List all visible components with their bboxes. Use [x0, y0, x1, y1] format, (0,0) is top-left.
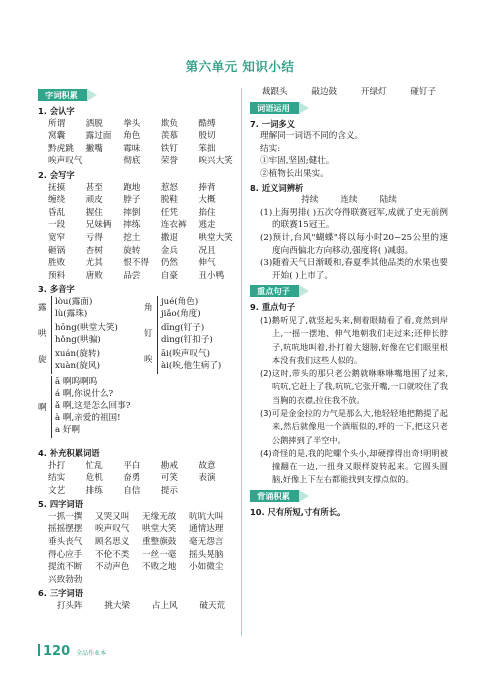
left-column — [38, 86, 236, 613]
four-char-words — [38, 511, 236, 587]
word: 唉声叹气 — [95, 524, 130, 535]
section-title-recognize: 1. 会认字 — [38, 106, 75, 116]
write-words — [38, 182, 236, 283]
word — [198, 485, 236, 498]
text-line: 结实: — [260, 143, 281, 154]
text-line: ②植物长出果实。 — [260, 168, 329, 179]
word: 兴致勃勃 — [48, 574, 83, 585]
word: 铁钉 — [160, 143, 178, 154]
exercise-item: (2)预计,台风"蝴蝶"将以每小时20~25公里的速度向西偏北方向移动,强度将( )减弱。 — [260, 232, 448, 256]
polyphonic-block — [38, 296, 236, 446]
word: 捧背 — [198, 182, 216, 193]
word: 砸锅 — [48, 245, 66, 256]
word: 预料 — [48, 270, 66, 281]
word: 不伦不类 — [95, 549, 130, 560]
recognize-words — [38, 118, 236, 168]
poly-reading: á 啊,你说什么? — [55, 388, 114, 399]
word: 结实 — [48, 473, 66, 484]
right-column — [250, 86, 448, 518]
word: 惹怒 — [160, 182, 178, 193]
section-band-recitation: 背诵积累 — [250, 490, 299, 502]
word: 欺负 — [160, 118, 178, 129]
word: 开绿灯 — [360, 87, 387, 97]
poly-brace — [157, 322, 158, 348]
exercise-item: (3)随着天气日渐暖和,春夏季其他品类的水果也要开始( )上市了。 — [260, 258, 448, 281]
word: 甚至 — [85, 182, 103, 193]
word: 窝囊 — [48, 131, 66, 142]
word: 排练 — [85, 485, 103, 496]
word: 旋转 — [123, 245, 141, 256]
word: 提流不断 — [48, 562, 83, 573]
recitation-item: 10. 尺有所短,寸有所长。 — [250, 506, 346, 517]
poly-reading: ài(唉,他生病了) — [161, 360, 222, 371]
word: 得心应手 — [48, 549, 83, 560]
word: 抚摸 — [48, 182, 66, 193]
section-title-key-sentences: 9. 重点句子 — [250, 302, 296, 313]
poly-reading: jué(角色) — [161, 296, 199, 307]
word: 羡慕 — [160, 131, 178, 142]
synonym-words — [250, 194, 448, 207]
text-line: 理解同一词语不同的含义。 — [260, 131, 364, 142]
poly-brace — [51, 376, 52, 438]
poly-brace — [157, 348, 158, 374]
word: 况且 — [198, 245, 216, 256]
word: 唉声叹气 — [48, 156, 83, 167]
word: 脖子 — [123, 195, 141, 206]
section-band-key-sentences: 重点句子 — [250, 285, 299, 297]
word — [95, 574, 142, 587]
word: 自豪 — [160, 270, 178, 281]
word: 胜败 — [48, 258, 66, 269]
poly-brace — [51, 296, 52, 322]
poly-reading: dīng(钉子) — [161, 322, 205, 333]
word: 丑小鸭 — [198, 270, 225, 281]
poly-char: 角 — [144, 302, 153, 313]
word: 一抓一撰 — [48, 511, 83, 522]
poly-brace — [157, 296, 158, 322]
word: 裁跟头 — [261, 87, 288, 97]
word: 跑地 — [123, 182, 141, 193]
sentence-item: (2)这时,带头的那只老公鹅就咻咻咻嘴地围了过来,吭吭,它赶上了我,吭吭,它张开嘴,一口就咬住了我当胸的衣襟,拉住我不放。 — [260, 368, 448, 405]
poly-char: 哄 — [38, 328, 47, 339]
word — [189, 574, 236, 587]
word: 可笑 — [160, 473, 178, 484]
poly-brace — [51, 348, 52, 374]
word: 荣誉 — [160, 156, 178, 167]
word: 脱鞋 — [160, 195, 178, 206]
three-char-words-cont — [250, 86, 448, 99]
poly-reading: a 好啊 — [55, 424, 81, 435]
word: 撇嘴 — [85, 143, 103, 154]
word: 挑大梁 — [104, 601, 131, 612]
word: 恨不得 — [123, 258, 149, 269]
word: 殷切 — [198, 131, 216, 142]
supplement-words — [38, 460, 236, 498]
word: 缠绕 — [48, 195, 66, 206]
poly-char: 钉 — [144, 328, 153, 339]
word: 顽皮 — [85, 195, 103, 206]
word: 碰钉子 — [410, 87, 437, 97]
word: 角色 — [123, 131, 141, 142]
section-title-supplement: 4. 补充积累词语 — [38, 447, 100, 458]
word: 打头阵 — [56, 601, 83, 612]
poly-reading: hǒng(哄骗) — [55, 334, 101, 345]
word: 占上风 — [151, 601, 178, 612]
sentence-item: (4)奇怪的是,我的陀螺个头小,却硬撑得出奇!明明被撞翻在一边,一扭身又眼样旋转起来。它圆头圆脑,好像上下左右都能找到支撑点似的。 — [260, 447, 448, 485]
poly-reading: āi(唉声叹气) — [161, 348, 210, 359]
word: 顾名思义 — [95, 537, 130, 548]
word: 笨拙 — [198, 143, 216, 154]
word: 勘戒 — [160, 460, 178, 471]
poly-char: 旋 — [38, 354, 47, 365]
word: 自信 — [123, 485, 141, 496]
word: 唐败 — [85, 270, 103, 281]
word: 又哭又叫 — [95, 511, 130, 522]
column-divider — [241, 88, 242, 636]
word: 摇头晃脑 — [189, 549, 224, 560]
word: 无缘无故 — [142, 511, 177, 522]
page-footer — [38, 640, 106, 659]
word: 霉味 — [123, 143, 141, 154]
word: 金兵 — [160, 245, 178, 256]
section-title-polysemy: 7. 一词多义 — [250, 118, 296, 129]
word: 尤其 — [85, 258, 103, 269]
series-name: 全品作业本 — [76, 650, 107, 657]
word: 黔虎跳 — [48, 143, 74, 154]
poly-reading: ā 啊呜啊呜 — [55, 376, 98, 387]
page-number: 120 — [43, 644, 71, 659]
word — [86, 155, 124, 168]
section-title-four-char: 5. 四字词语 — [38, 499, 84, 510]
word: 哄堂大笑 — [142, 524, 177, 535]
word: 吭吭大叫 — [189, 511, 224, 522]
word: 所谓 — [48, 118, 66, 129]
poly-reading: lù(露珠) — [55, 308, 88, 319]
word — [142, 574, 189, 587]
word: 一丝一毫 — [142, 549, 177, 560]
word: 陆续 — [379, 195, 397, 206]
word: 持续 — [301, 195, 319, 206]
poly-char: 啊 — [38, 402, 47, 413]
footer-bar — [38, 644, 40, 656]
word: 平白 — [123, 460, 141, 471]
word: 洒脱 — [85, 118, 103, 129]
word: 彻底 — [123, 156, 141, 167]
word: 唉兴大笑 — [198, 156, 233, 167]
word: 品尝 — [123, 270, 141, 281]
poly-reading: ǎ 啊,这是怎么回事? — [55, 400, 131, 411]
poly-reading: hōng(哄堂大笑) — [55, 322, 118, 333]
word: 大概 — [198, 195, 216, 206]
word: 毫无怨言 — [189, 537, 224, 548]
section-band-word-accumulation: 字词积累 — [38, 89, 87, 101]
sentence-item: (3)可是金金拉的力气是那么大,他轻轻地把鹅提了起来,然后就像甩一个酒瓶似的,呼的一下,把这只老公鹅摔到了半空中。 — [260, 407, 448, 445]
poly-reading: xuàn(旋风) — [55, 360, 100, 371]
word: 文艺 — [48, 485, 66, 496]
section-title-polyphonic: 3. 多音字 — [38, 284, 75, 295]
word: 重整旗鼓 — [142, 537, 177, 548]
word: 任凭 — [160, 207, 178, 218]
word: 连衣裤 — [160, 220, 187, 231]
word: 通情达理 — [189, 524, 224, 535]
word: 表演 — [198, 473, 216, 484]
word: 破天荒 — [199, 601, 226, 612]
word: 亏得 — [85, 232, 103, 243]
word: 小如微尘 — [189, 562, 224, 573]
word: 伸气 — [198, 258, 216, 269]
word: 哄堂大笑 — [198, 232, 233, 243]
word: 摇摇摆摆 — [48, 524, 83, 535]
word: 敲边鼓 — [311, 87, 338, 97]
word: 垂头丧气 — [48, 537, 83, 548]
word: 握住 — [85, 207, 103, 218]
poly-char: 唉 — [144, 354, 153, 365]
word: 拳头 — [123, 118, 141, 129]
word: 宽窄 — [48, 232, 66, 243]
exercise-item: (1)上海男排( )五次夺得联赛冠军,成就了史无前例的联赛15冠王。 — [260, 207, 448, 231]
word: 掐住 — [198, 207, 216, 218]
word: 奋勇 — [123, 473, 141, 484]
section-title-three-char: 6. 三字词语 — [38, 588, 84, 599]
poly-reading: dìng(钉扣子) — [161, 334, 213, 345]
word: 危机 — [85, 473, 103, 484]
section-band-word-usage: 词语运用 — [250, 102, 299, 114]
three-char-words — [38, 600, 236, 613]
word: 摔练 — [123, 220, 141, 231]
page-title: 第六单元 知识小结 — [185, 59, 295, 74]
word: 提示 — [160, 485, 178, 496]
word: 不败之地 — [142, 562, 177, 573]
word: 昏乱 — [48, 207, 66, 218]
poly-char: 露 — [38, 302, 47, 313]
word: 撒退 — [160, 232, 178, 243]
poly-reading: lòu(露面) — [55, 296, 93, 307]
word: 故意 — [198, 460, 216, 471]
word: 逃走 — [198, 220, 216, 231]
word: 扑打 — [48, 460, 66, 471]
word: 摔倒 — [123, 207, 141, 218]
word: 露过面 — [85, 131, 112, 142]
sentence-item: (1)鹅听见了,就竖起头来,侧着眼睛看了看,竟然到岸上,一摇一摆地、伸气地朝我们走过来;还伸长脖子,吭吭地叫着,扑打着大翅膀,好像在它们眼里根本没有我们这些人似的。 — [260, 314, 448, 365]
poly-reading: jiǎo(角度) — [161, 308, 201, 319]
text-line: ①牢固,坚固;健壮。 — [260, 156, 335, 167]
section-title-write: 2. 会写字 — [38, 169, 75, 180]
poly-reading: xuán(旋转) — [55, 348, 100, 359]
section-title-synonyms: 8. 近义词辨析 — [250, 182, 304, 193]
word: 仍然 — [160, 258, 178, 269]
word: 一段 — [48, 220, 66, 231]
word: 兄妹俩 — [85, 220, 112, 231]
word: 连续 — [340, 195, 358, 206]
word: 不动声色 — [95, 562, 130, 573]
poly-reading: à 啊,亲爱的祖国! — [55, 412, 121, 423]
word: 酷缚 — [198, 118, 216, 129]
word: 忙乱 — [85, 460, 103, 471]
word: 挖土 — [123, 232, 141, 243]
poly-brace — [51, 322, 52, 348]
word: 杏树 — [85, 245, 103, 256]
